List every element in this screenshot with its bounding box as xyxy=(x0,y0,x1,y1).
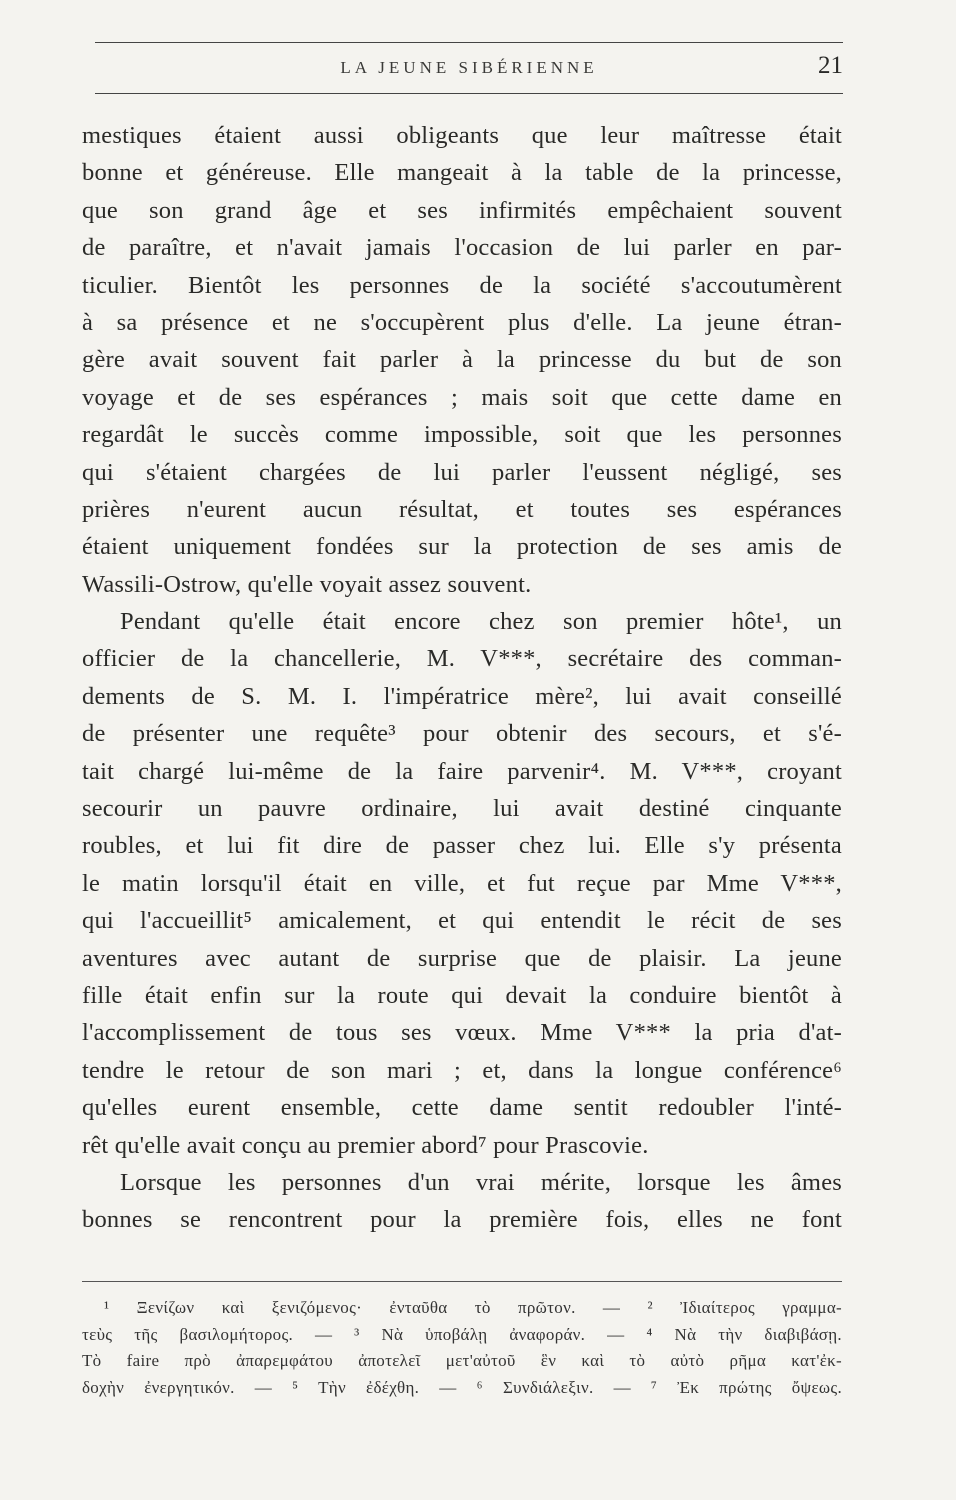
text-line: qu'elles eurent ensemble, cette dame sentit redoubler l'inté- xyxy=(82,1094,842,1122)
text-line: Pendant qu'elle était encore chez son premier hôte¹, un xyxy=(120,608,842,636)
text-line: l'accomplissement de tous ses vœux. Mme V*** la pria d'at- xyxy=(82,1019,842,1047)
text-line: officier de la chancellerie, M. V***, secrétaire des comman- xyxy=(82,645,842,673)
running-title: LA JEUNE SIBÉRIENNE xyxy=(340,58,598,77)
text-line: ticulier. Bientôt les personnes de la société s'accoutumèrent xyxy=(82,271,842,299)
text-line: voyage et de ses espérances ; mais soit que cette dame en xyxy=(82,383,842,411)
footnotes xyxy=(82,1295,842,1401)
text-line: bonne et généreuse. Elle mangeait à la table de la princesse, xyxy=(82,159,842,187)
text-line: qui l'accueillit⁵ amicalement, et qui entendit le récit de ses xyxy=(82,907,842,935)
footnote-rule xyxy=(82,1281,842,1282)
text-line: dements de S. M. I. l'impératrice mère², lui avait conseillé xyxy=(82,682,842,710)
footnote-line: δοχὴν ἐνεργητικόν. — ⁵ Τὴν ἐδέχθη. — ⁶ Συνδιάλεξιν. — ⁷ Ἐκ πρώτης ὄψεως. xyxy=(82,1377,842,1397)
footnote-line: ¹ Ξενίζων καὶ ξενιζόμενος· ἐνταῦθα τὸ πρῶτον. — ² Ἰδιαίτερος γραμμα- xyxy=(104,1298,842,1317)
text-line: de paraître, et n'avait jamais l'occasion de lui parler en par- xyxy=(82,234,842,262)
footnote-line: τεὺς τῆς βασιλομήτορος. — ³ Νὰ ὑποβάλῃ ἀναφοράν. — ⁴ Νὰ τὴν διαβιβάσῃ. xyxy=(82,1324,842,1344)
text-line: tait chargé lui-même de la faire parvenir⁴. M. V***, croyant xyxy=(82,757,842,785)
text-line: gère avait souvent fait parler à la princesse du but de son xyxy=(82,346,842,374)
header-rule xyxy=(95,93,843,94)
text-line: rêt qu'elle avait conçu au premier abord⁷ pour Prascovie. xyxy=(82,1131,649,1159)
body-text xyxy=(82,117,842,1239)
text-line: le matin lorsqu'il était en ville, et fut reçue par Mme V***, xyxy=(82,869,842,897)
top-rule xyxy=(95,42,843,43)
text-line: tendre le retour de son mari ; et, dans la longue conférence⁶ xyxy=(82,1056,842,1084)
text-line: que son grand âge et ses infirmités empêchaient souvent xyxy=(82,196,842,224)
page-header xyxy=(95,52,843,88)
text-line: étaient uniquement fondées sur la protection de ses amis de xyxy=(82,533,842,561)
text-line: fille était enfin sur la route qui devait la conduire bientôt à xyxy=(82,981,842,1009)
text-line: mestiques étaient aussi obligeants que leur maîtresse était xyxy=(82,122,842,149)
text-line: Wassili-Ostrow, qu'elle voyait assez souvent. xyxy=(82,570,532,598)
text-line: roubles, et lui fit dire de passer chez lui. Elle s'y présenta xyxy=(82,832,842,860)
text-line: aventures avec autant de surprise que de plaisir. La jeune xyxy=(82,944,842,972)
text-line: à sa présence et ne s'occupèrent plus d'elle. La jeune étran- xyxy=(82,308,842,336)
text-line: qui s'étaient chargées de lui parler l'eussent négligé, ses xyxy=(82,458,842,486)
page-number: 21 xyxy=(818,52,843,79)
text-line: regardât le succès comme impossible, soit que les personnes xyxy=(82,421,842,449)
text-line: secourir un pauvre ordinaire, lui avait destiné cinquante xyxy=(82,795,842,823)
text-line: prières n'eurent aucun résultat, et toutes ses espérances xyxy=(82,495,842,523)
text-line: Lorsque les personnes d'un vrai mérite, lorsque les âmes xyxy=(120,1168,842,1196)
text-line: bonnes se rencontrent pour la première fois, elles ne font xyxy=(82,1206,842,1234)
footnote-line: Τὸ faire πρὸ ἀπαρεμφάτου ἀποτελεῖ μετ'αὐτοῦ ἓν καὶ τὸ αὐτὸ ρῆμα κατ'ἐκ- xyxy=(82,1351,842,1370)
text-line: de présenter une requête³ pour obtenir des secours, et s'é- xyxy=(82,720,842,748)
